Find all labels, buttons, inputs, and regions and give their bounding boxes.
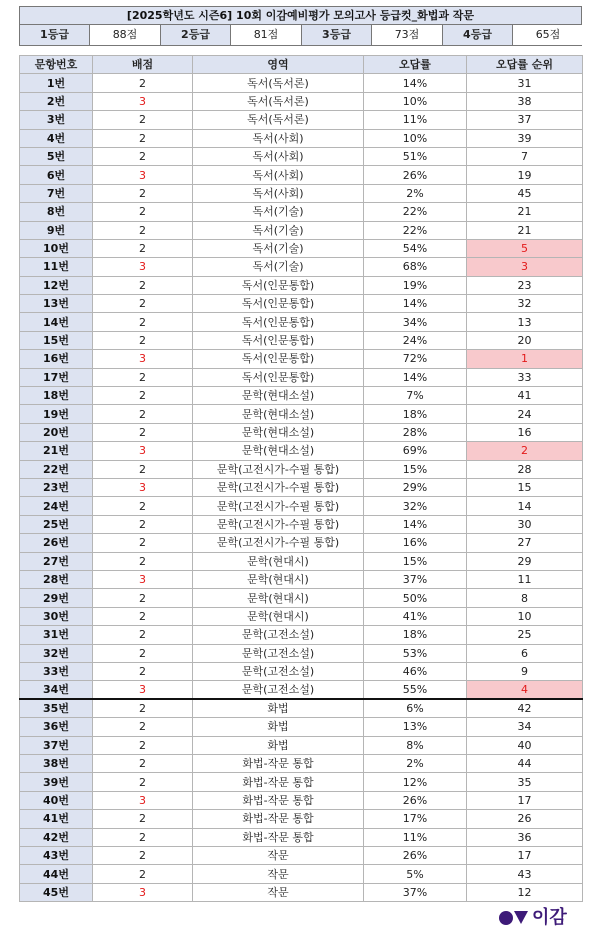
question-no-cell: 3번	[20, 111, 93, 129]
area-cell: 화법-작문 통합	[193, 773, 364, 791]
question-no-cell: 32번	[20, 644, 93, 662]
grade-cut-bar	[19, 24, 582, 46]
table-row	[20, 442, 583, 460]
wrong-rate-cell: 24%	[364, 331, 467, 349]
wrong-rank-cell: 21	[467, 203, 583, 221]
circle-triangle-logo-icon	[499, 911, 513, 925]
wrong-rank-cell: 5	[467, 239, 583, 257]
table-row	[20, 239, 583, 257]
wrong-rate-cell: 26%	[364, 791, 467, 809]
area-cell: 독서(인문통합)	[193, 313, 364, 331]
question-no-cell: 16번	[20, 350, 93, 368]
question-no-cell: 40번	[20, 791, 93, 809]
points-cell: 2	[93, 497, 193, 515]
area-cell: 독서(사회)	[193, 166, 364, 184]
table-row	[20, 662, 583, 680]
area-cell: 작문	[193, 847, 364, 865]
points-cell: 3	[93, 350, 193, 368]
table-row	[20, 460, 583, 478]
question-no-cell: 37번	[20, 736, 93, 754]
wrong-rank-cell: 19	[467, 166, 583, 184]
question-no-cell: 43번	[20, 847, 93, 865]
question-no-cell: 9번	[20, 221, 93, 239]
area-cell: 독서(사회)	[193, 184, 364, 202]
table-row	[20, 331, 583, 349]
table-row	[20, 718, 583, 736]
points-cell: 3	[93, 681, 193, 700]
wrong-rate-cell: 14%	[364, 515, 467, 533]
header-wrong-rank: 오답률 순위	[467, 56, 583, 74]
question-no-cell: 30번	[20, 607, 93, 625]
wrong-rank-cell: 9	[467, 662, 583, 680]
points-cell: 2	[93, 626, 193, 644]
points-cell: 2	[93, 828, 193, 846]
wrong-rate-cell: 22%	[364, 203, 467, 221]
grade-score: 65점	[513, 25, 583, 45]
wrong-rate-cell: 2%	[364, 755, 467, 773]
area-cell: 작문	[193, 865, 364, 883]
table-row	[20, 478, 583, 496]
question-no-cell: 36번	[20, 718, 93, 736]
wrong-rate-cell: 26%	[364, 166, 467, 184]
points-cell: 2	[93, 203, 193, 221]
area-cell: 독서(기술)	[193, 221, 364, 239]
points-cell: 2	[93, 74, 193, 92]
table-row	[20, 368, 583, 386]
grade-score: 73점	[372, 25, 443, 45]
question-no-cell: 28번	[20, 570, 93, 588]
area-cell: 독서(사회)	[193, 129, 364, 147]
question-no-cell: 39번	[20, 773, 93, 791]
area-cell: 독서(인문통합)	[193, 295, 364, 313]
wrong-rank-cell: 17	[467, 791, 583, 809]
area-cell: 화법	[193, 736, 364, 754]
wrong-rate-cell: 28%	[364, 423, 467, 441]
wrong-rate-cell: 11%	[364, 111, 467, 129]
wrong-rank-cell: 21	[467, 221, 583, 239]
table-header-row	[20, 56, 583, 74]
wrong-rate-cell: 18%	[364, 626, 467, 644]
wrong-rate-cell: 14%	[364, 74, 467, 92]
wrong-rank-cell: 32	[467, 295, 583, 313]
table-row	[20, 791, 583, 809]
points-cell: 2	[93, 313, 193, 331]
table-row	[20, 626, 583, 644]
wrong-rank-cell: 41	[467, 387, 583, 405]
table-row	[20, 497, 583, 515]
question-no-cell: 24번	[20, 497, 93, 515]
table-row	[20, 865, 583, 883]
points-cell: 2	[93, 773, 193, 791]
table-row	[20, 313, 583, 331]
table-row	[20, 276, 583, 294]
wrong-rank-cell: 35	[467, 773, 583, 791]
wrong-rank-cell: 2	[467, 442, 583, 460]
table-row	[20, 883, 583, 901]
table-row	[20, 184, 583, 202]
wrong-rank-cell: 39	[467, 129, 583, 147]
question-stats-table	[19, 55, 583, 902]
points-cell: 2	[93, 368, 193, 386]
question-no-cell: 7번	[20, 184, 93, 202]
question-no-cell: 25번	[20, 515, 93, 533]
area-cell: 작문	[193, 883, 364, 901]
table-row	[20, 589, 583, 607]
table-row	[20, 607, 583, 625]
area-cell: 화법-작문 통합	[193, 791, 364, 809]
table-row	[20, 828, 583, 846]
question-no-cell: 23번	[20, 478, 93, 496]
header-question-no: 문항번호	[20, 56, 93, 74]
points-cell: 2	[93, 662, 193, 680]
points-cell: 2	[93, 534, 193, 552]
area-cell: 문학(현대소설)	[193, 423, 364, 441]
table-row	[20, 699, 583, 718]
grade-label: 3등급	[302, 25, 372, 45]
area-cell: 문학(현대시)	[193, 607, 364, 625]
wrong-rate-cell: 14%	[364, 368, 467, 386]
wrong-rank-cell: 11	[467, 570, 583, 588]
area-cell: 독서(독서론)	[193, 92, 364, 110]
question-no-cell: 33번	[20, 662, 93, 680]
wrong-rate-cell: 13%	[364, 718, 467, 736]
wrong-rate-cell: 19%	[364, 276, 467, 294]
table-body	[20, 74, 583, 902]
points-cell: 2	[93, 552, 193, 570]
grade-label: 1등급	[20, 25, 90, 45]
area-cell: 문학(고전시가-수필 통합)	[193, 460, 364, 478]
points-cell: 2	[93, 295, 193, 313]
wrong-rank-cell: 6	[467, 644, 583, 662]
question-no-cell: 6번	[20, 166, 93, 184]
wrong-rank-cell: 3	[467, 258, 583, 276]
wrong-rank-cell: 42	[467, 699, 583, 718]
grade-score: 88점	[90, 25, 161, 45]
wrong-rate-cell: 15%	[364, 552, 467, 570]
logo-text: 이감	[532, 907, 567, 928]
points-cell: 2	[93, 423, 193, 441]
wrong-rank-cell: 16	[467, 423, 583, 441]
points-cell: 2	[93, 276, 193, 294]
question-no-cell: 8번	[20, 203, 93, 221]
points-cell: 2	[93, 331, 193, 349]
sheet-title: [2025학년도 시즌6] 10회 이감예비평가 모의고사 등급컷_화법과 작문	[19, 6, 582, 24]
table-row	[20, 534, 583, 552]
points-cell: 3	[93, 478, 193, 496]
points-cell: 2	[93, 810, 193, 828]
wrong-rate-cell: 53%	[364, 644, 467, 662]
area-cell: 독서(인문통합)	[193, 350, 364, 368]
table-row	[20, 405, 583, 423]
wrong-rate-cell: 8%	[364, 736, 467, 754]
wrong-rank-cell: 8	[467, 589, 583, 607]
points-cell: 2	[93, 387, 193, 405]
table-row	[20, 515, 583, 533]
points-cell: 3	[93, 570, 193, 588]
wrong-rate-cell: 11%	[364, 828, 467, 846]
question-no-cell: 14번	[20, 313, 93, 331]
points-cell: 2	[93, 184, 193, 202]
wrong-rank-cell: 17	[467, 847, 583, 865]
table-row	[20, 755, 583, 773]
question-no-cell: 17번	[20, 368, 93, 386]
area-cell: 문학(현대소설)	[193, 442, 364, 460]
points-cell: 3	[93, 442, 193, 460]
area-cell: 독서(인문통합)	[193, 276, 364, 294]
area-cell: 문학(고전시가-수필 통합)	[193, 478, 364, 496]
table-row	[20, 295, 583, 313]
wrong-rank-cell: 13	[467, 313, 583, 331]
table-row	[20, 350, 583, 368]
question-no-cell: 15번	[20, 331, 93, 349]
wrong-rate-cell: 22%	[364, 221, 467, 239]
table-row	[20, 847, 583, 865]
wrong-rate-cell: 54%	[364, 239, 467, 257]
question-no-cell: 5번	[20, 147, 93, 165]
area-cell: 화법-작문 통합	[193, 755, 364, 773]
wrong-rank-cell: 45	[467, 184, 583, 202]
grade-cut-sheet	[19, 6, 582, 902]
wrong-rank-cell: 37	[467, 111, 583, 129]
area-cell: 문학(고전시가-수필 통합)	[193, 497, 364, 515]
wrong-rate-cell: 18%	[364, 405, 467, 423]
wrong-rate-cell: 41%	[364, 607, 467, 625]
question-no-cell: 27번	[20, 552, 93, 570]
table-row	[20, 92, 583, 110]
wrong-rate-cell: 29%	[364, 478, 467, 496]
points-cell: 2	[93, 111, 193, 129]
question-no-cell: 2번	[20, 92, 93, 110]
header-wrong-rate: 오답률	[364, 56, 467, 74]
table-row	[20, 552, 583, 570]
question-no-cell: 1번	[20, 74, 93, 92]
wrong-rate-cell: 32%	[364, 497, 467, 515]
area-cell: 문학(고전소설)	[193, 681, 364, 700]
header-area: 영역	[193, 56, 364, 74]
wrong-rank-cell: 31	[467, 74, 583, 92]
area-cell: 화법-작문 통합	[193, 810, 364, 828]
area-cell: 문학(고전소설)	[193, 644, 364, 662]
wrong-rank-cell: 12	[467, 883, 583, 901]
wrong-rank-cell: 33	[467, 368, 583, 386]
table-row	[20, 221, 583, 239]
points-cell: 2	[93, 460, 193, 478]
wrong-rate-cell: 10%	[364, 92, 467, 110]
wrong-rate-cell: 12%	[364, 773, 467, 791]
wrong-rate-cell: 6%	[364, 699, 467, 718]
points-cell: 2	[93, 147, 193, 165]
wrong-rate-cell: 50%	[364, 589, 467, 607]
wrong-rank-cell: 34	[467, 718, 583, 736]
wrong-rank-cell: 43	[467, 865, 583, 883]
wrong-rate-cell: 7%	[364, 387, 467, 405]
area-cell: 문학(고전소설)	[193, 626, 364, 644]
points-cell: 2	[93, 865, 193, 883]
question-no-cell: 41번	[20, 810, 93, 828]
table-row	[20, 258, 583, 276]
question-no-cell: 26번	[20, 534, 93, 552]
question-no-cell: 44번	[20, 865, 93, 883]
area-cell: 독서(인문통합)	[193, 331, 364, 349]
wrong-rank-cell: 26	[467, 810, 583, 828]
points-cell: 3	[93, 791, 193, 809]
wrong-rate-cell: 68%	[364, 258, 467, 276]
question-no-cell: 34번	[20, 681, 93, 700]
wrong-rate-cell: 17%	[364, 810, 467, 828]
wrong-rank-cell: 15	[467, 478, 583, 496]
table-row	[20, 166, 583, 184]
question-no-cell: 11번	[20, 258, 93, 276]
grade-label: 4등급	[443, 25, 513, 45]
question-no-cell: 42번	[20, 828, 93, 846]
wrong-rate-cell: 69%	[364, 442, 467, 460]
wrong-rate-cell: 16%	[364, 534, 467, 552]
area-cell: 독서(기술)	[193, 203, 364, 221]
wrong-rank-cell: 27	[467, 534, 583, 552]
table-row	[20, 423, 583, 441]
table-row	[20, 147, 583, 165]
points-cell: 3	[93, 883, 193, 901]
header-points: 배점	[93, 56, 193, 74]
question-no-cell: 29번	[20, 589, 93, 607]
area-cell: 독서(독서론)	[193, 111, 364, 129]
points-cell: 2	[93, 847, 193, 865]
table-row	[20, 111, 583, 129]
table-row	[20, 74, 583, 92]
question-no-cell: 12번	[20, 276, 93, 294]
table-row	[20, 203, 583, 221]
wrong-rate-cell: 15%	[364, 460, 467, 478]
points-cell: 2	[93, 129, 193, 147]
points-cell: 2	[93, 239, 193, 257]
points-cell: 2	[93, 736, 193, 754]
question-no-cell: 31번	[20, 626, 93, 644]
points-cell: 2	[93, 589, 193, 607]
question-no-cell: 35번	[20, 699, 93, 718]
wrong-rank-cell: 10	[467, 607, 583, 625]
question-no-cell: 45번	[20, 883, 93, 901]
wrong-rate-cell: 34%	[364, 313, 467, 331]
area-cell: 독서(기술)	[193, 258, 364, 276]
points-cell: 2	[93, 755, 193, 773]
table-row	[20, 129, 583, 147]
wrong-rank-cell: 25	[467, 626, 583, 644]
points-cell: 2	[93, 699, 193, 718]
area-cell: 독서(기술)	[193, 239, 364, 257]
area-cell: 문학(현대시)	[193, 589, 364, 607]
wrong-rate-cell: 37%	[364, 883, 467, 901]
question-no-cell: 10번	[20, 239, 93, 257]
question-no-cell: 20번	[20, 423, 93, 441]
wrong-rate-cell: 37%	[364, 570, 467, 588]
wrong-rank-cell: 4	[467, 681, 583, 700]
points-cell: 2	[93, 405, 193, 423]
question-no-cell: 21번	[20, 442, 93, 460]
wrong-rank-cell: 44	[467, 755, 583, 773]
area-cell: 독서(독서론)	[193, 74, 364, 92]
area-cell: 문학(현대시)	[193, 552, 364, 570]
wrong-rate-cell: 5%	[364, 865, 467, 883]
area-cell: 화법	[193, 699, 364, 718]
igam-logo	[499, 906, 579, 930]
wrong-rate-cell: 2%	[364, 184, 467, 202]
table-row	[20, 736, 583, 754]
question-no-cell: 18번	[20, 387, 93, 405]
wrong-rank-cell: 36	[467, 828, 583, 846]
table-row	[20, 570, 583, 588]
points-cell: 2	[93, 515, 193, 533]
wrong-rank-cell: 40	[467, 736, 583, 754]
wrong-rate-cell: 26%	[364, 847, 467, 865]
points-cell: 2	[93, 718, 193, 736]
table-row	[20, 773, 583, 791]
area-cell: 문학(고전시가-수필 통합)	[193, 534, 364, 552]
wrong-rate-cell: 51%	[364, 147, 467, 165]
wrong-rate-cell: 10%	[364, 129, 467, 147]
points-cell: 3	[93, 92, 193, 110]
grade-score: 81점	[231, 25, 302, 45]
wrong-rank-cell: 14	[467, 497, 583, 515]
logo-triangle-icon	[514, 911, 528, 924]
wrong-rate-cell: 72%	[364, 350, 467, 368]
points-cell: 2	[93, 221, 193, 239]
area-cell: 문학(현대소설)	[193, 405, 364, 423]
table-row	[20, 810, 583, 828]
wrong-rank-cell: 1	[467, 350, 583, 368]
question-no-cell: 38번	[20, 755, 93, 773]
area-cell: 화법-작문 통합	[193, 828, 364, 846]
table-row	[20, 681, 583, 700]
grade-label: 2등급	[161, 25, 231, 45]
wrong-rank-cell: 28	[467, 460, 583, 478]
area-cell: 문학(고전시가-수필 통합)	[193, 515, 364, 533]
area-cell: 문학(현대소설)	[193, 387, 364, 405]
question-no-cell: 4번	[20, 129, 93, 147]
wrong-rate-cell: 14%	[364, 295, 467, 313]
question-no-cell: 19번	[20, 405, 93, 423]
wrong-rank-cell: 20	[467, 331, 583, 349]
wrong-rank-cell: 7	[467, 147, 583, 165]
table-row	[20, 387, 583, 405]
wrong-rate-cell: 46%	[364, 662, 467, 680]
area-cell: 화법	[193, 718, 364, 736]
points-cell: 2	[93, 607, 193, 625]
area-cell: 문학(고전소설)	[193, 662, 364, 680]
wrong-rank-cell: 30	[467, 515, 583, 533]
area-cell: 독서(사회)	[193, 147, 364, 165]
question-no-cell: 13번	[20, 295, 93, 313]
wrong-rank-cell: 24	[467, 405, 583, 423]
area-cell: 문학(현대시)	[193, 570, 364, 588]
table-row	[20, 644, 583, 662]
wrong-rank-cell: 38	[467, 92, 583, 110]
points-cell: 3	[93, 258, 193, 276]
wrong-rank-cell: 29	[467, 552, 583, 570]
question-no-cell: 22번	[20, 460, 93, 478]
points-cell: 3	[93, 166, 193, 184]
points-cell: 2	[93, 644, 193, 662]
wrong-rank-cell: 23	[467, 276, 583, 294]
area-cell: 독서(인문통합)	[193, 368, 364, 386]
wrong-rate-cell: 55%	[364, 681, 467, 700]
